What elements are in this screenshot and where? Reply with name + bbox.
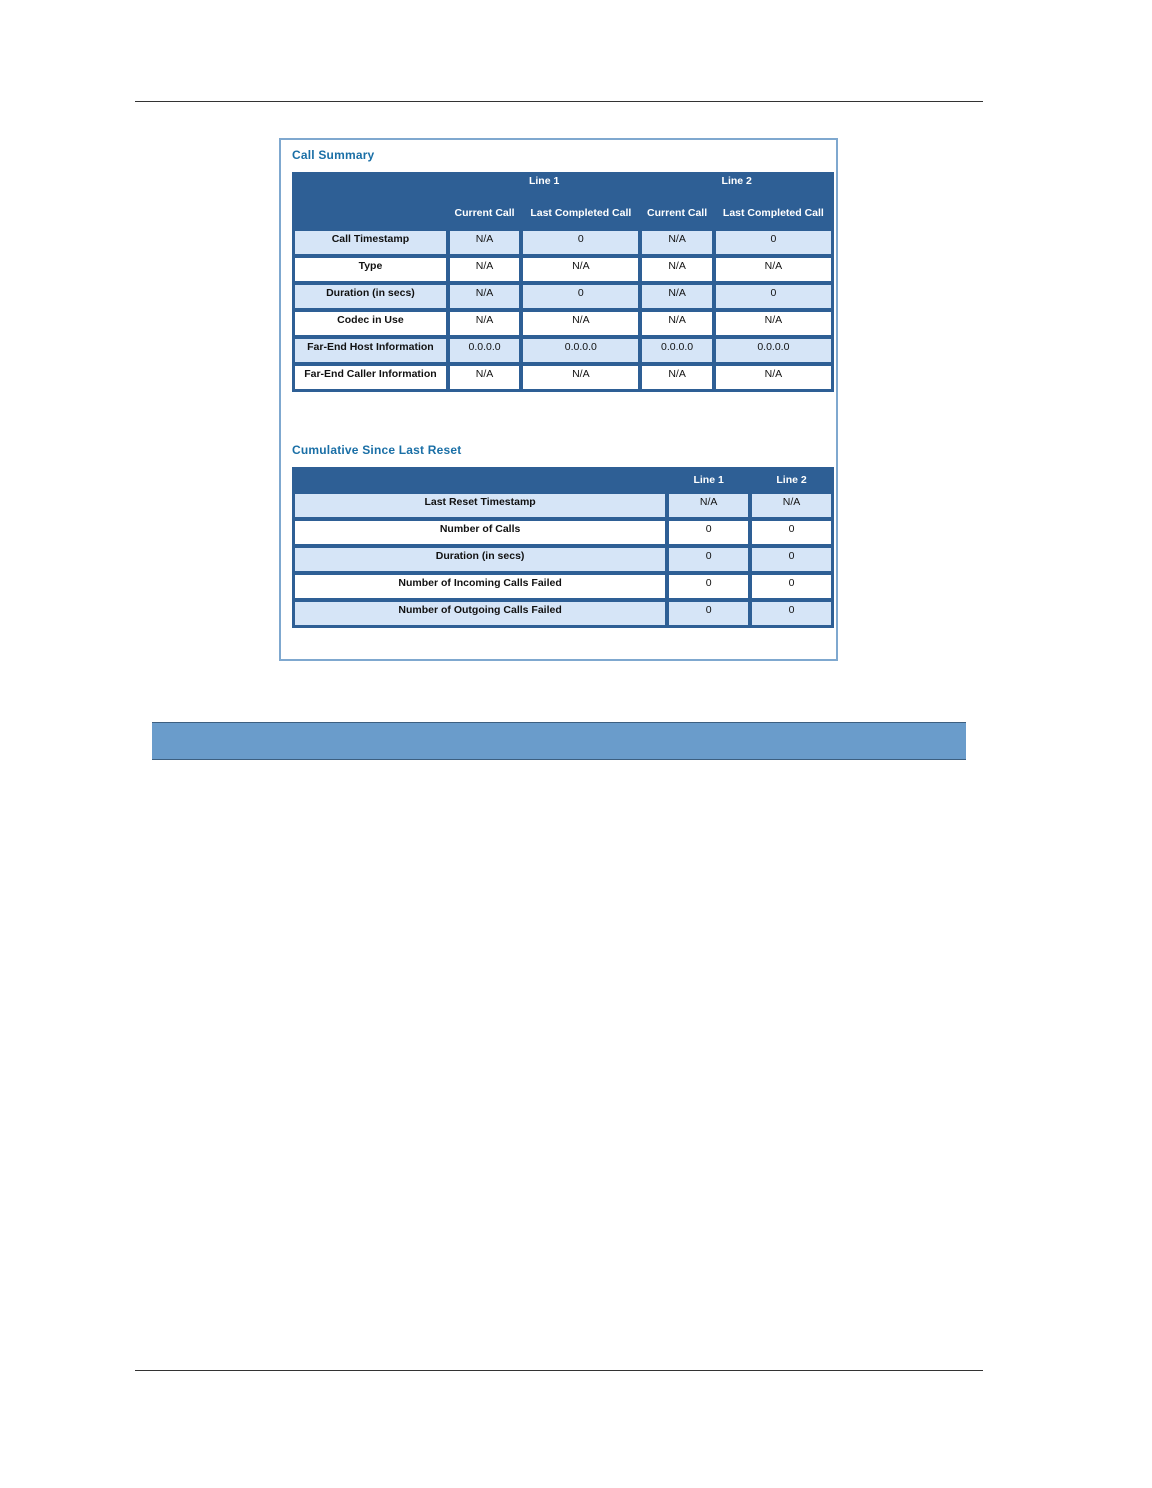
- call-summary-value-cell: 0: [522, 230, 639, 255]
- call-summary-value-cell: N/A: [449, 365, 520, 390]
- line-2-last-completed-call-header: Last Completed Call: [715, 197, 832, 228]
- cumulative-value-cell: N/A: [751, 493, 832, 518]
- call-statistics-panel: [279, 138, 838, 661]
- table-row: [294, 365, 832, 390]
- call-summary-row-label: Type: [294, 257, 447, 282]
- table-row: [294, 547, 832, 572]
- call-summary-row-label: Far-End Caller Information: [294, 365, 447, 390]
- cumulative-value-cell: 0: [751, 547, 832, 572]
- table-row: [294, 493, 832, 518]
- section-band: [152, 722, 966, 760]
- call-summary-value-cell: 0.0.0.0: [641, 338, 712, 363]
- call-summary-value-cell: N/A: [449, 230, 520, 255]
- cumulative-value-cell: 0: [751, 520, 832, 545]
- call-summary-value-cell: N/A: [522, 257, 639, 282]
- call-summary-value-cell: N/A: [715, 311, 832, 336]
- line-1-current-call-header: Current Call: [449, 197, 520, 228]
- table-row: [294, 338, 832, 363]
- cumulative-value-cell: 0: [668, 547, 749, 572]
- line-2-current-call-header: Current Call: [641, 197, 712, 228]
- call-summary-value-cell: N/A: [522, 311, 639, 336]
- call-summary-value-cell: 0: [715, 284, 832, 309]
- cumulative-value-cell: 0: [751, 574, 832, 599]
- cumulative-value-cell: 0: [751, 601, 832, 626]
- table-row: [294, 257, 832, 282]
- call-summary-value-cell: N/A: [641, 230, 712, 255]
- cumulative-value-cell: 0: [668, 574, 749, 599]
- line-1-header: Line 1: [449, 174, 640, 195]
- call-summary-row-label: Duration (in secs): [294, 284, 447, 309]
- call-summary-value-cell: 0.0.0.0: [715, 338, 832, 363]
- call-summary-value-cell: 0.0.0.0: [449, 338, 520, 363]
- call-summary-value-cell: N/A: [641, 257, 712, 282]
- call-summary-value-cell: 0.0.0.0: [522, 338, 639, 363]
- call-summary-title: Call Summary: [292, 148, 375, 162]
- header-corner: [294, 174, 447, 228]
- cumulative-row-label: Number of Incoming Calls Failed: [294, 574, 666, 599]
- page-footer-rule: [135, 1370, 983, 1371]
- table-row: [294, 520, 832, 545]
- line-2-header: Line 2: [751, 469, 832, 491]
- cumulative-row-label: Number of Calls: [294, 520, 666, 545]
- cumulative-row-label: Last Reset Timestamp: [294, 493, 666, 518]
- line-1-header: Line 1: [668, 469, 749, 491]
- cumulative-value-cell: N/A: [668, 493, 749, 518]
- call-summary-table: [292, 172, 834, 392]
- cumulative-value-cell: 0: [668, 601, 749, 626]
- call-summary-value-cell: N/A: [641, 311, 712, 336]
- table-row: [294, 284, 832, 309]
- call-summary-row-label: Codec in Use: [294, 311, 447, 336]
- cumulative-row-label: Duration (in secs): [294, 547, 666, 572]
- call-summary-value-cell: N/A: [641, 284, 712, 309]
- call-summary-value-cell: N/A: [449, 284, 520, 309]
- call-summary-value-cell: N/A: [641, 365, 712, 390]
- line-2-header: Line 2: [641, 174, 832, 195]
- call-summary-value-cell: N/A: [715, 365, 832, 390]
- cumulative-table: [292, 467, 834, 628]
- table-row: [294, 311, 832, 336]
- call-summary-value-cell: 0: [715, 230, 832, 255]
- call-summary-value-cell: N/A: [522, 365, 639, 390]
- page-header-rule: [135, 101, 983, 102]
- call-summary-value-cell: N/A: [449, 257, 520, 282]
- call-summary-row-label: Call Timestamp: [294, 230, 447, 255]
- header-corner: [294, 469, 666, 491]
- call-summary-value-cell: N/A: [449, 311, 520, 336]
- call-summary-row-label: Far-End Host Information: [294, 338, 447, 363]
- call-summary-value-cell: 0: [522, 284, 639, 309]
- cumulative-title: Cumulative Since Last Reset: [292, 443, 462, 457]
- table-row: [294, 230, 832, 255]
- table-row: [294, 574, 832, 599]
- line-1-last-completed-call-header: Last Completed Call: [522, 197, 639, 228]
- table-row: [294, 601, 832, 626]
- cumulative-row-label: Number of Outgoing Calls Failed: [294, 601, 666, 626]
- cumulative-value-cell: 0: [668, 520, 749, 545]
- call-summary-value-cell: N/A: [715, 257, 832, 282]
